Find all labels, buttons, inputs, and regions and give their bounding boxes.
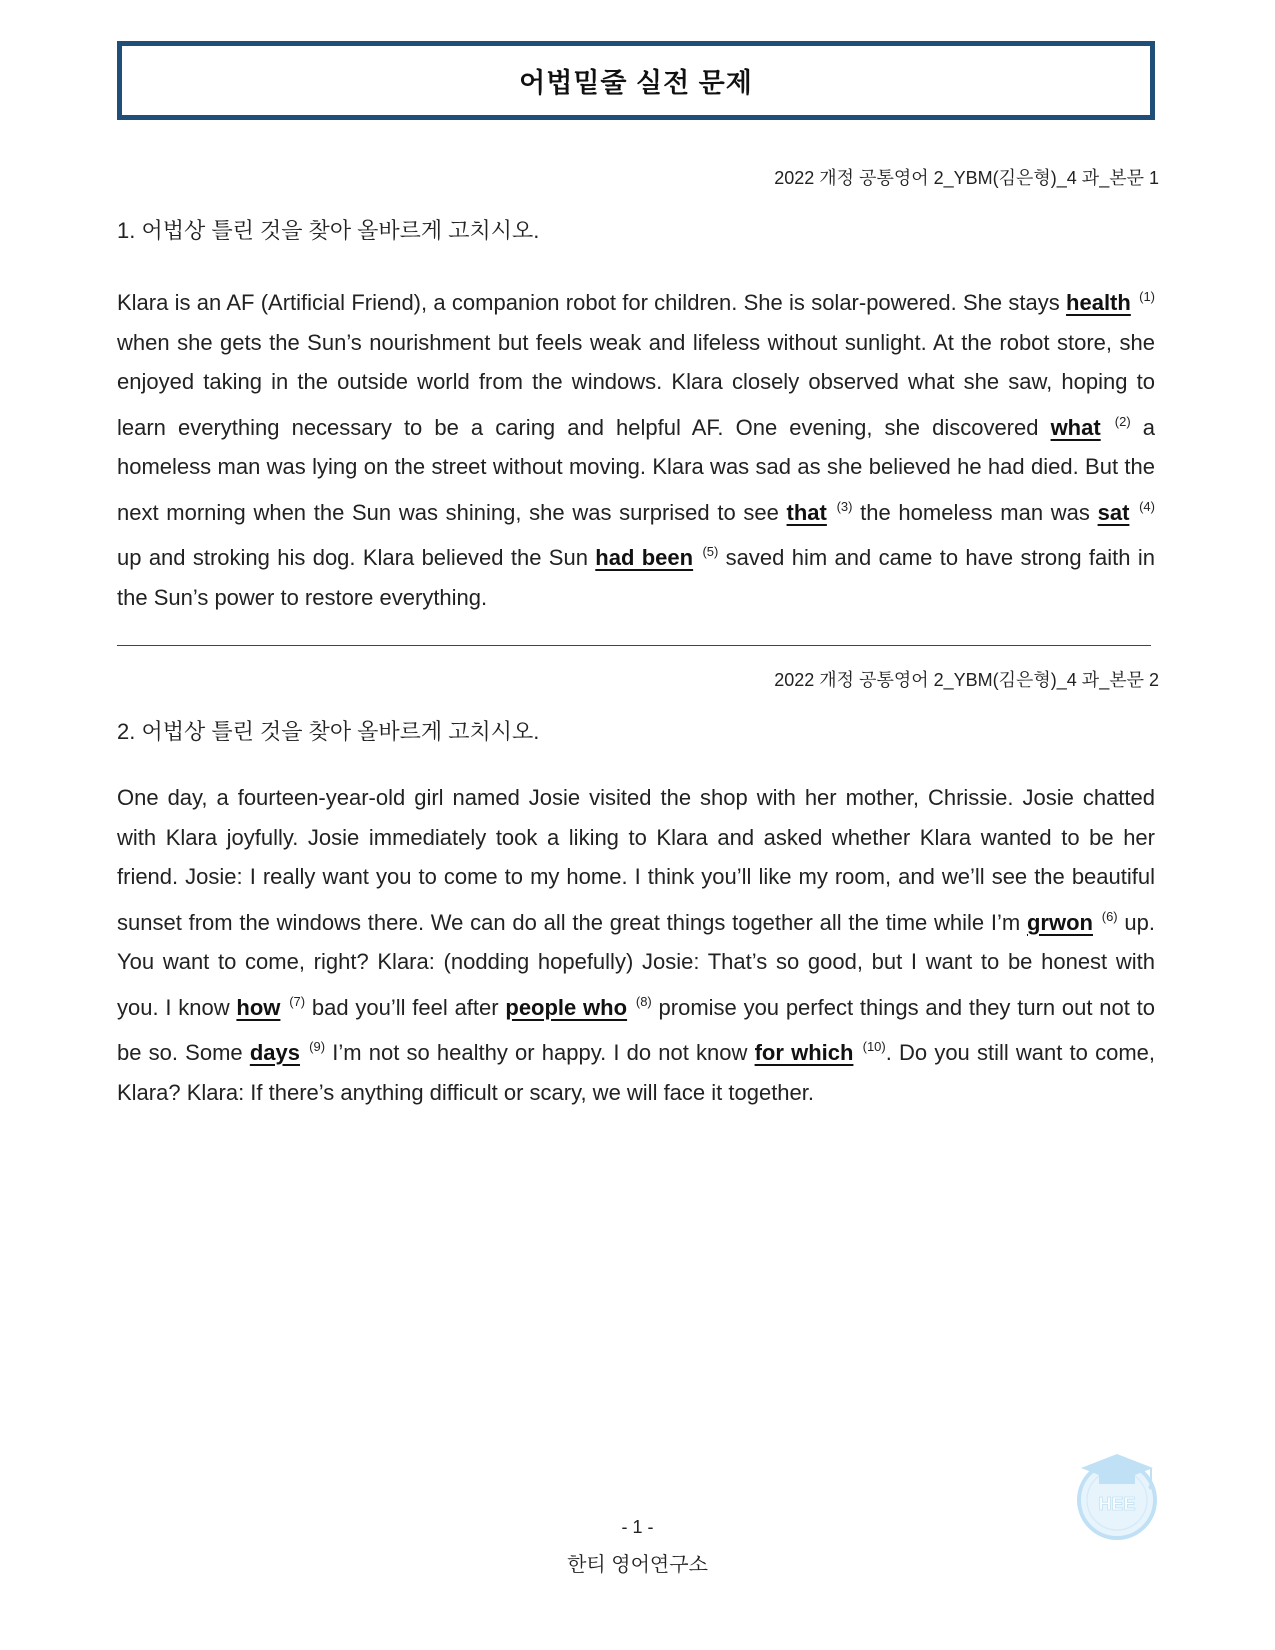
organization-name: 한티 영어연구소 — [567, 1554, 708, 1576]
underline-1: health — [1066, 290, 1131, 315]
marker-8: (8) — [635, 993, 652, 1009]
marker-1: (1) — [1139, 289, 1155, 304]
passage-text: up and stroking his dog. Klara believed the Sun — [117, 545, 596, 570]
q1-prompt: 1. 어법상 틀린 것을 찾아 올바르게 고치시오. — [117, 218, 540, 243]
underline-4: sat — [1097, 499, 1130, 525]
logo-text: HEE — [1098, 1494, 1136, 1514]
divider — [117, 645, 1151, 646]
passage-text: saved him and came to have strong faith in the Sun’s power to restore everything. — [117, 545, 1155, 610]
underline-8: people who — [505, 994, 628, 1020]
marker-6: (6) — [1101, 908, 1118, 924]
q2-prompt: 2. 어법상 틀린 것을 찾아 올바르게 고치시오. — [117, 719, 540, 744]
underline-6: grwon — [1026, 909, 1093, 935]
underline-9: days — [249, 1040, 300, 1065]
passage-text: bad you’ll feel after — [305, 994, 506, 1020]
passage-text: I’m not so healthy or happy. I do not know — [325, 1040, 755, 1065]
underline-7: how — [236, 994, 281, 1020]
passage-text: a homeless man was lying on the street without moving. Klara was sad as she believed he had died. But the next morning when the Sun was shining, she was surprised to see — [117, 414, 1155, 525]
q1-passage — [117, 277, 1155, 617]
q2-passage — [117, 778, 1155, 1112]
marker-10: (10) — [862, 1039, 886, 1054]
passage-text: . Do you still want to come, Klara? Klara: If there’s anything difficult or scary, we will face it together. — [117, 1040, 1155, 1105]
passage-text: up. You want to come, right? Klara: (nodding hopefully) Josie: That’s so good, but I want to be honest with you. I know — [117, 909, 1155, 1020]
marker-2: (2) — [1114, 413, 1131, 429]
page-title: 어법밑줄 실전 문제 — [519, 68, 753, 98]
q2-source: 2022 개정 공통영어 2_YBM(김은형)_4 과_본문 2 — [774, 670, 1159, 690]
marker-7: (7) — [289, 993, 306, 1009]
marker-3: (3) — [836, 498, 853, 514]
marker-4: (4) — [1139, 498, 1155, 514]
underline-5: had been — [595, 545, 694, 570]
passage-text: promise you perfect things and they turn out not to be so. Some — [117, 994, 1156, 1065]
passage-text: the homeless man was — [852, 499, 1098, 525]
marker-5: (5) — [702, 544, 719, 559]
underline-3: that — [786, 499, 827, 525]
q1-source: 2022 개정 공통영어 2_YBM(김은형)_4 과_본문 1 — [774, 168, 1159, 188]
page-number: - 1 - — [621, 1517, 654, 1537]
underline-2: what — [1050, 414, 1101, 440]
graduation-cap-icon — [1073, 1452, 1161, 1540]
underline-10: for which — [754, 1040, 854, 1065]
passage-text: One day, a fourteen-year-old girl named Josie visited the shop with her mother, Chrissie. Josie chatted with Klara joyfully. Josie immediately took a liking to Klara and asked whether Klara wanted to be her friend. Josie: I really want you to come to my home. I think you’ll like my room, and we’ll see the beautiful sunset from the windows there. We can do all the great things together all the time while I’m — [117, 785, 1155, 935]
title-box — [117, 41, 1155, 120]
marker-9: (9) — [309, 1039, 326, 1054]
passage-text: Klara is an AF (Artificial Friend), a companion robot for children. She is solar-powered. She stays — [117, 290, 1067, 315]
passage-text: when she gets the Sun’s nourishment but feels weak and lifeless without sunlight. At the robot store, she enjoyed taking in the outside world from the windows. Klara closely observed what she saw, hoping to learn everything necessary to be a caring and helpful AF. One evening, she discovered — [117, 329, 1155, 440]
